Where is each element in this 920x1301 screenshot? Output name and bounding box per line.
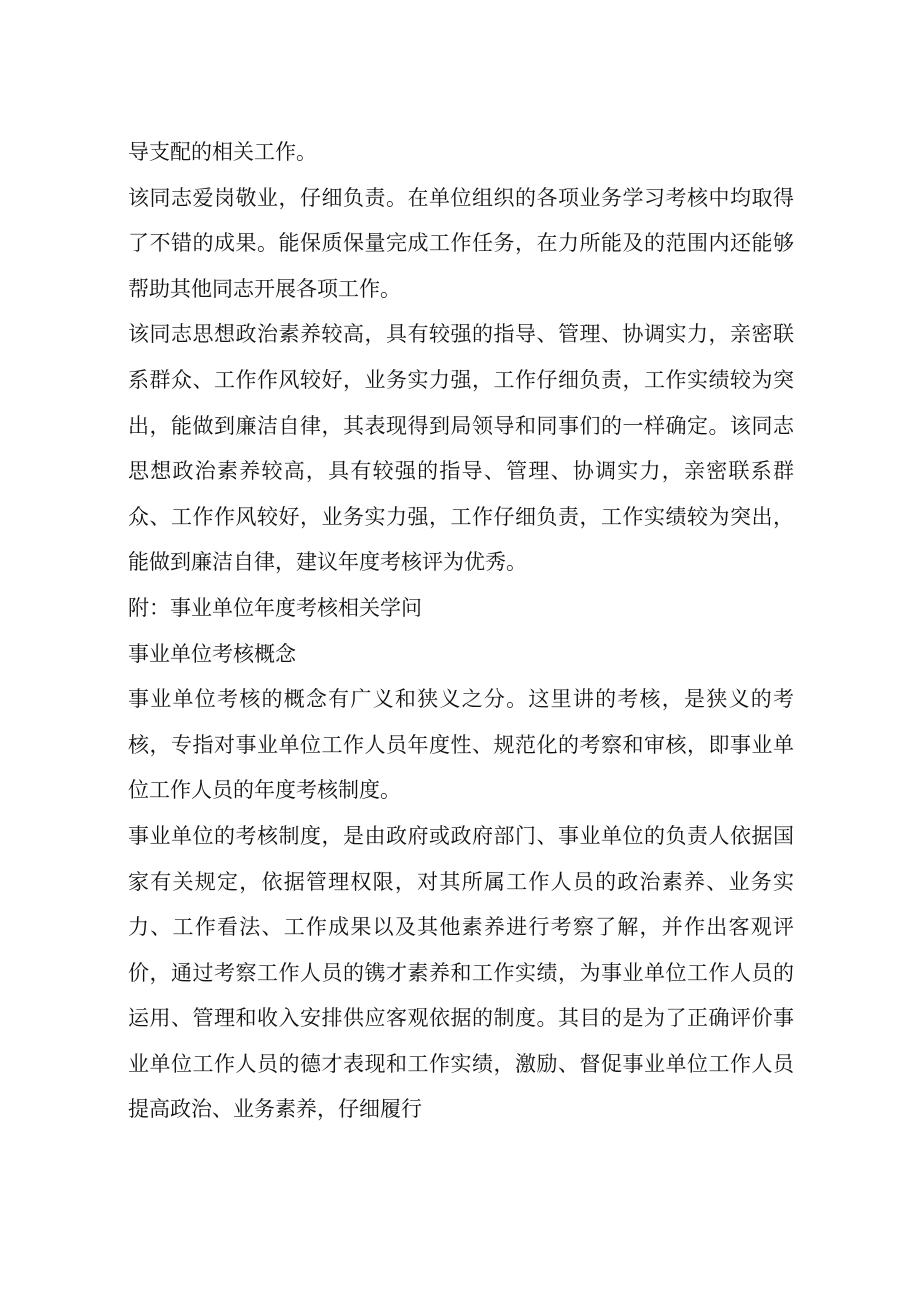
paragraph-work-attitude: 该同志爱岗敬业，仔细负责。在单位组织的各项业务学习考核中均取得了不错的成果。能保质保量完成工作任务，在力所能及的范围内还能够帮助其他同志开展各项工作。: [128, 185, 794, 301]
appendix-heading: 附：事业单位年度考核相关学问: [128, 595, 422, 620]
document-body: [128, 130, 794, 1133]
paragraph-continuation: 导支配的相关工作。: [128, 140, 317, 164]
paragraph-evaluation: 该同志思想政治素养较高，具有较强的指导、管理、协调实力，亲密联系群众、工作作风较好，业务实力强，工作仔细负责，工作实绩较为突出，能做到廉洁自律，其表现得到局领导和同事们的一样确定。该同志思想政治素养较高，具有较强的指导、管理、协调实力，亲密联系群众、工作作风较好，业务实力强，工作仔细负责，工作实绩较为突出，能做到廉洁自律，建议年度考核评为优秀。: [128, 322, 794, 575]
paragraph-system: 事业单位的考核制度，是由政府或政府部门、事业单位的负责人依据国家有关规定，依据管理权限，对其所属工作人员的政治素养、业务实力、工作看法、工作成果以及其他素养进行考察了解，并作出客观评价，通过考察工作人员的镌才素养和工作实绩，为事业单位工作人员的运用、管理和收入安排供应客观依据的制度。其目的是为了正确评价事业单位工作人员的德才表现和工作实绩，激励、督促事业单位工作人员提高政治、业务素养，仔细履行: [128, 823, 794, 1122]
section-heading-concept: 事业单位考核概念: [128, 641, 296, 666]
paragraph-concept: 事业单位考核的概念有广义和狭义之分。这里讲的考核，是狭义的考核，专指对事业单位工作人员年度性、规范化的考察和审核，即事业单位工作人员的年度考核制度。: [128, 687, 794, 803]
